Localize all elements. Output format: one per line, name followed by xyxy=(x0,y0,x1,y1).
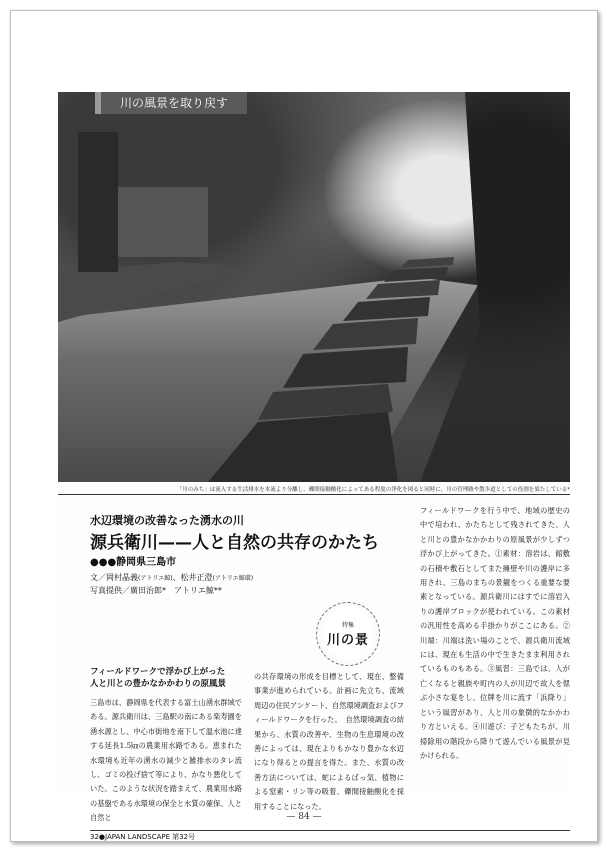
section-heading: フィールドワークで浮かび上がった 人と川との豊かなかかわりの原風景 xyxy=(90,667,227,689)
author-2: 、松井正澄 xyxy=(172,573,213,582)
article-location: ●●●静岡県三島市 xyxy=(90,557,177,568)
seal-small-text: 特集 xyxy=(341,622,354,629)
magazine-footer: 32●JAPAN LANDSCAPE 第32号 xyxy=(90,833,196,841)
body-column-3: フィールドワークを行う中で、地域の歴史の中で培われ、かたちとして残されてきた、人と川との豊かなかかわりの原風景が少しずつ浮かび上がってきた。①素材：溶岩は、館敷の石積や敷石としてまた擁壁や川の護岸に多用され、三島のまちの景観をつくる重要な要素となっている。源兵衛川にはすでに溶岩入りの護岸ブロックが使われている。この素材の汎用性を高める手掛かりがここにある。②川端：川端は洗い場のことで、源兵衛川流域には、現在も生活の中で生きたまま利用されているものもある。③風習：三島では、人が亡くなると親族や町内の人が川辺で故人を偲ぶ小さな宴をし、位牌を川に流す「浜降り」という風習があり、人と川の象徴的なかかわり方といえる。④川遊び：子どもたちが、川掃除用の階段から降りて遊んでいる風景が見かけられる。 xyxy=(420,506,570,760)
feature-seal xyxy=(316,602,380,666)
article-title: 源兵衛川——人と自然の共存のかたち xyxy=(90,533,379,553)
body-column-2: の共存環境の形成を目標として、現在、整備事業が進められている。計画に先立ち、流域周辺の住民アンケート、自然環境調査およびフィールドワークを行った。 自然環境調査の結果から、水質の改善や、生物の生息環境の改善によっては、現在よりもかなり豊かな水辺になり得るとの提言を得た。また、水質の改善方法については、蛇によるばっ気、植物による窒素・リン等の吸着、礫間接触酸化を採用することになった。 xyxy=(254,672,404,811)
footer-divider xyxy=(90,830,570,831)
author-1: 文／岡村晶義 xyxy=(90,573,138,582)
seal-main-text: 川の景 xyxy=(326,633,369,648)
article-subtitle: 水辺環境の改善なった湧水の川 xyxy=(90,514,244,527)
author-1-affiliation: (アトリエ鯨) xyxy=(138,575,173,582)
divider xyxy=(58,494,570,495)
author-2-affiliation: (アトリエ鯨環) xyxy=(212,575,254,582)
photo-caption: 「川のみち」は流入する生活排水を本流より分離し、礫間接触酸化によってある程度の浄化を図ると同時に、川の管理路や散歩道としての役割を果たしている* xyxy=(176,487,570,493)
section-tag: 川の風景を取り戻す xyxy=(95,92,247,114)
article-credits xyxy=(90,572,253,597)
river-photo xyxy=(58,92,570,482)
photo-credit: 写真提供／廣田治郎* アトリエ鯨** xyxy=(90,586,222,595)
body-column-1: 三島市は、静岡県を代表する富士山湧水群域である。源兵衛川は、三島駅の南にある楽寿園を湧水源とし、中心市街地を南下して温水池に達する延長1.5㎞の農業用水路である。恵まれた水環境も近年の湧水の減少と雑排水のタレ流し、ゴミの投げ捨て等により、かなり悪化していた。このような状況を踏まえて、農業用水路の基盤である水環境の保全と水質の確保、人と自然と xyxy=(90,698,242,823)
page-number: — 84 — xyxy=(286,812,322,822)
